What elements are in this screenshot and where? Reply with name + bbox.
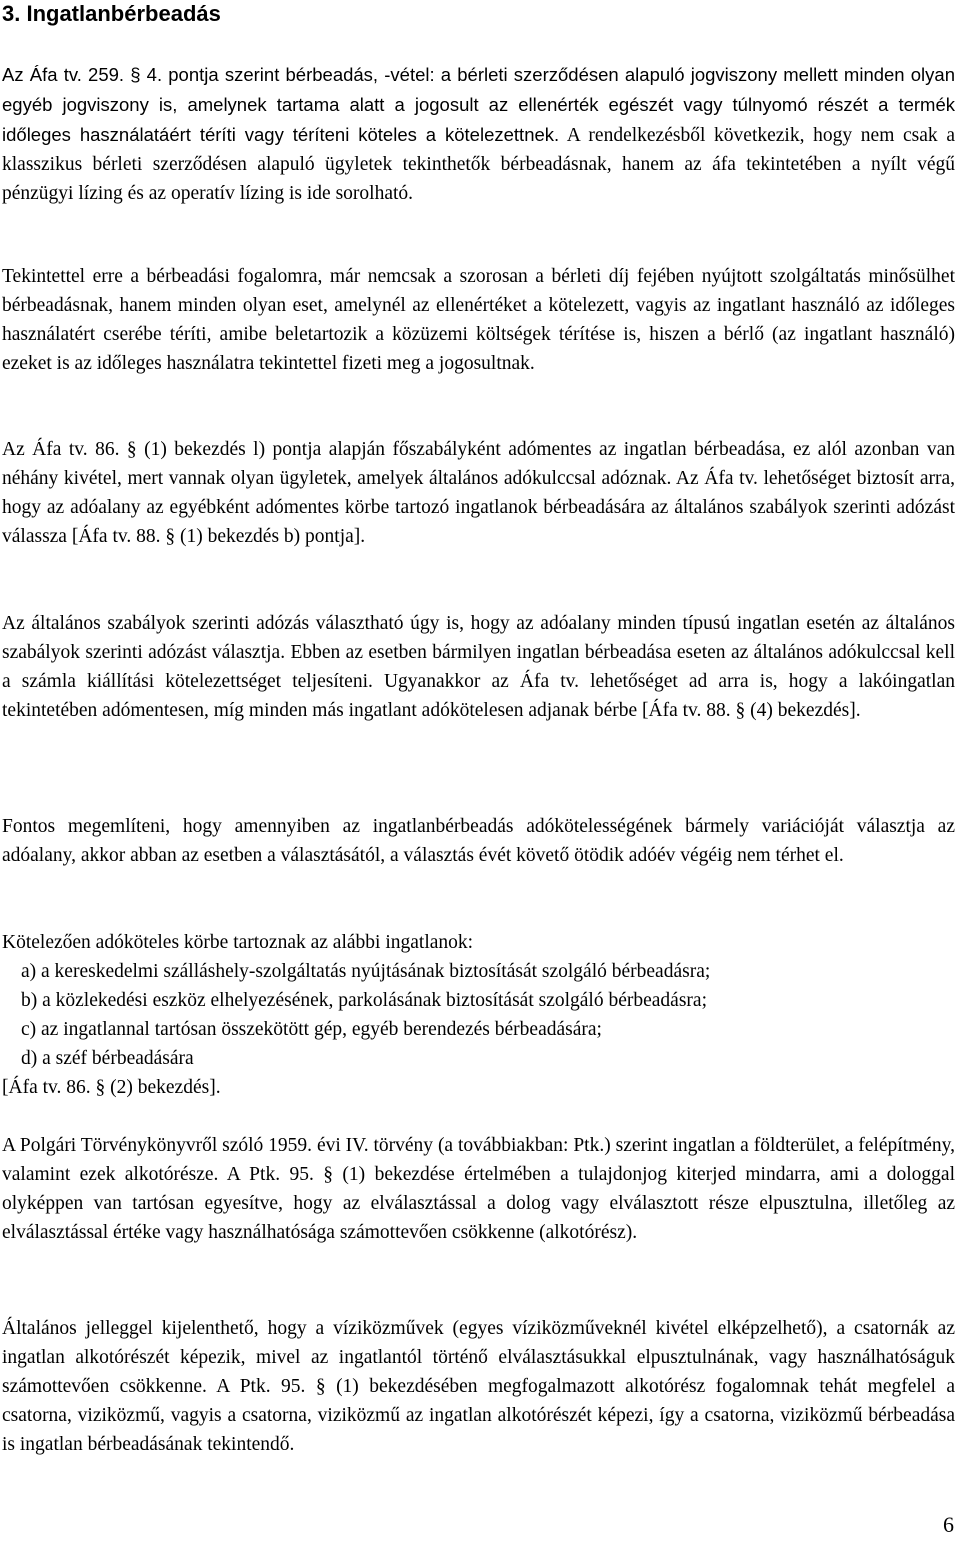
list-item: b) a közlekedési eszköz elhelyezésének, parkolásának biztosítását szolgáló bérbeadásra;	[21, 990, 707, 1011]
paragraph-ptk-definition: A Polgári Törvénykönyvről szóló 1959. évi IV. törvény (a továbbiakban: Ptk.) szerint ingatlan a földterület, a felépítmény, valamint ezek alkotórésze. A Ptk. 95. § (1) bekezdése értelmében a tulajdonjog kiterjed mindarra, ami a dologgal olyképpen van tartósan egyesítve, hogy az elválasztással a dolog vagy elválasztott része elpusztulna, illetőleg az elválasztással értéke vagy használhatósága számottevően csökkenne (alkotórész).	[2, 1135, 955, 1243]
mandatory-list	[2, 957, 955, 1073]
mandatory-list-block	[2, 928, 955, 1102]
intro-paragraph	[2, 60, 955, 208]
list-item: d) a széf bérbeadására	[21, 1048, 194, 1069]
section-heading: 3. Ingatlanbérbeadás	[2, 1, 221, 26]
intro-explanation-text: A rendelkezésből következik, hogy nem csak a klasszikus bérleti szerződésen alapuló ügyletek tekinthetők bérbeadásnak, hanem az áfa tekintetében a nyílt végű pénzügyi lízing és az operatív lízing is ide sorolható.	[2, 125, 955, 204]
paragraph-choice-binding: Fontos megemlíteni, hogy amennyiben az ingatlanbérbeadás adókötelességének bármely variációját választja az adóalany, akkor abban az esetben a választásától, a választás évét követő ötödik adóév végéig nem térhet el.	[2, 816, 955, 866]
list-item: a) a kereskedelmi szálláshely-szolgáltatás nyújtásának biztosítását szolgáló bérbeadásra;	[21, 961, 711, 982]
paragraph-general-rules: Az általános szabályok szerinti adózás választható úgy is, hogy az adóalany minden típusú ingatlan esetén az általános szabályok szerinti adózást választja. Ebben az esetben bármilyen ingatlan bérbeadása eseten az általános adókulccsal kell a számla kiállítási kötelezettséget teljesíteni. Ugyanakkor az Áfa tv. lehetőséget ad arra is, hogy a lakóingatlan tekintetében adómentesen, míg minden más ingatlant adókötelesen adjanak bérbe [Áfa tv. 88. § (4) bekezdés].	[2, 613, 955, 721]
page-number: 6	[943, 1512, 954, 1537]
list-reference: [Áfa tv. 86. § (2) bekezdés].	[2, 1077, 221, 1098]
list-intro: Kötelezően adóköteles körbe tartoznak az alábbi ingatlanok:	[2, 932, 474, 953]
list-item: c) az ingatlannal tartósan összekötött gép, egyéb berendezés bérbeadására;	[21, 1019, 602, 1040]
paragraph-tax-exemption: Az Áfa tv. 86. § (1) bekezdés l) pontja alapján főszabályként adómentes az ingatlan bérbeadása, ez alól azonban van néhány kivétel, mert vannak olyan ügyletek, amelyek általános adókulccsal adóznak. Az Áfa tv. lehetőséget biztosít arra, hogy az adóalany az egyébként adómentes körbe tartozó ingatlanok bérbeadására az általános szabályok szerinti adózást válassza [Áfa tv. 88. § (1) bekezdés b) pontja].	[2, 439, 955, 547]
intro-definition-text: Az Áfa tv. 259. § 4. pontja szerint bérbeadás, -vétel: a bérleti szerződésen alapuló jogviszony mellett minden olyan egyéb jogviszony is, amelynek tartama alatt a jogosult az ellenérték egészét vagy túlnyomó részét a termék időleges használatáért téríti vagy téríteni köteles a kötelezettnek.	[2, 64, 955, 145]
paragraph-utilities: Általános jelleggel kijelenthető, hogy a víziközművek (egyes víziközműveknél kivétel elképzelhető), a csatornák az ingatlan alkotórészét képezik, mivel az ingatlantól történő elválasztásukkal elpusztulnának, vagy használhatóságuk számottevően csökkenne. A Ptk. 95. § (1) bekezdésében megfogalmazott alkotórész fogalomnak tehát megfelel a csatorna, viziközmű, vagyis a csatorna, viziközmű az ingatlan alkotórészét képezi, így a csatorna, viziközmű bérbeadása is ingatlan bérbeadásának tekintendő.	[2, 1318, 955, 1455]
paragraph-rental-concept: Tekintettel erre a bérbeadási fogalomra, már nemcsak a szorosan a bérleti díj fejében nyújtott szolgáltatás minősülhet bérbeadásnak, hanem minden olyan eset, amelynél az ellenértéket a kötelezett, vagyis az ingatlant használó az időleges használatért cserébe téríti, amibe beletartozik a közüzemi költségek térítése is, hiszen a bérlő (az ingatlant használó) ezeket is az időleges használatra tekintettel fizeti meg a jogosultnak.	[2, 266, 955, 374]
